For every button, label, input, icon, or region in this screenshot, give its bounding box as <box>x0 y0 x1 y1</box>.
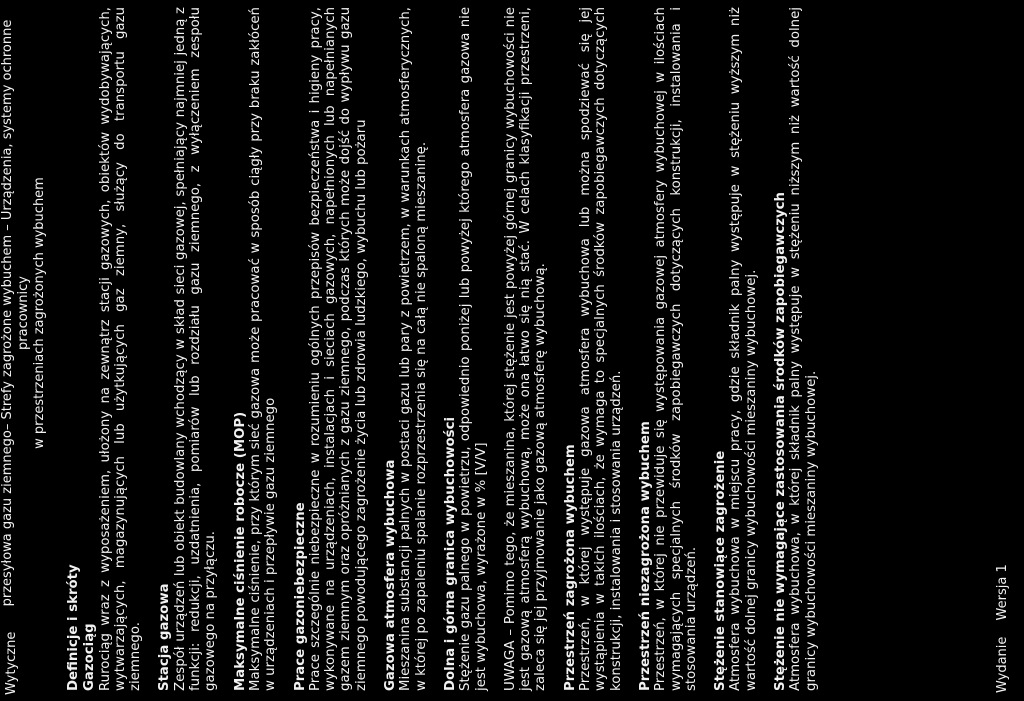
definition-description: Przestrzeń, w której występuje gazowa atmosfera wybuchowa lub można spodziewać się jej wystąpienia w takich ilościach, że wymaga to specjalnych środków zapobiegawczych dotyczących konstrukcji, instalowania i stosowania urządzeń. <box>578 7 624 691</box>
edition-label: Wydanie <box>995 636 1010 693</box>
definition-term: Przestrzeń zagrożona wybuchem <box>562 444 578 691</box>
definition-term: Stężenie stanowiące zagrożenie <box>713 450 729 691</box>
section-title: Definicje i skróty <box>66 564 81 691</box>
definition-term: Gazowa atmosfera wybuchowa <box>383 459 399 691</box>
definition-term: Przestrzeń niezagrożona wybuchem <box>637 421 653 691</box>
definition-description: Prace szczególnie niebezpieczne w rozumieniu ogólnych przepisów bezpieczeństwa i higieny pracy, wykonywane na urządzeniach, instalacjach i sieciach gazowych, napełnionych lub napełnianych gazem ziemnym oraz opróżnianych z gazu ziemnego, podczas których może dojść do wypływu gazu ziemnego powodującego zagrożenie życia lub zdrowia ludzkiego, wybuchu lub pożaru <box>307 7 369 691</box>
definition-description: UWAGA – Pomimo tego, że mieszanina, której stężenie jest powyżej górnej granicy wybuchowości nie jest gazową atmosferą wybuchową, może ona łatwo się nią stać. W celach klasyfikacji przestrzeni, zaleca się jej przyjmowanie jako gazową atmosferę wybuchową. <box>502 7 549 691</box>
definition-entry <box>233 7 279 691</box>
definition-description: Zespół urządzeń lub obiekt budowlany wchodzący w skład sieci gazowej, spełniający najmniej jedną z funkcji: redukcji, uzdatnienia, pomiarów lub rozdziału gazu ziemnego, z wyłączeniem zespołu gazowego na przyłączu. <box>172 7 219 691</box>
definition-entry <box>82 7 143 691</box>
definition-description: Maksymalne ciśnienie, przy którym sieć gazowa może pracować w sposób ciągły przy braku zakłóceń w urządzeniach i przepływie gazu ziemnego <box>247 7 279 691</box>
definition-description: Stężenie gazu palnego w powietrzu, odpowiednio poniżej lub powyżej którego atmosfera gazowa nie jest wybuchowa, wyrażone w % [V/V] <box>458 7 489 691</box>
definitions-list <box>82 7 819 691</box>
definition-entry <box>503 7 549 691</box>
definition-term: Prace gazoniebezpieczne <box>292 502 308 691</box>
definition-description: Atmosfera wybuchowa w miejscu pracy, gdzie składnik palny występuje w stężeniu wyższym niż wartość dolnej granicy wybuchowości mieszaniny wybuchowej. <box>728 7 759 691</box>
definition-entry <box>383 7 429 691</box>
definition-description: Rurociąg wraz z wyposażeniem, ułożony na zewnątrz stacji gazowych, obiektów wydobywających, wytwarzających, magazynujących lub użytkujących gaz ziemny, służący do transportu gazu ziemnego. <box>97 7 144 691</box>
document-footer <box>995 564 1011 693</box>
definition-description: Atmosfera wybuchowa, w której składnik palny występuje w stężeniu niższym niż wartość dolnej granicy wybuchowości mieszaniny wybuchowej. <box>788 7 819 691</box>
version-label: Wersja 1 <box>995 564 1010 621</box>
document-header-title <box>0 13 48 613</box>
definition-term: Maksymalne ciśnienie robocze (MOP) <box>232 411 248 691</box>
definition-term: Gazociąg <box>82 623 98 691</box>
definition-entry <box>773 7 819 691</box>
document-body <box>66 7 833 691</box>
definition-term: Stacja gazowa <box>157 583 173 691</box>
definition-description: Przestrzeń, w której nie przewiduje się występowania gazowej atmosfery wybuchowej w ilościach wymagających specjalnych środków zapobiegawczych dotyczących konstrukcji, instalowania i stosowania urządzeń. <box>653 7 699 691</box>
definition-entry <box>713 7 759 691</box>
header-title-line-1: przesyłowa gazu ziemnego– Strefy zagrożone wybuchem – Urządzenia, systemy ochronne pracownicy <box>0 19 31 607</box>
definition-entry <box>563 7 624 691</box>
document-type-label: Wytyczne <box>4 631 19 695</box>
definition-description: Mieszanina substancji palnych w postaci gazu lub pary z powietrzem, w warunkach atmosferycznych, w której po zapaleniu spalanie rozprzestrzenia się na całą nie spaloną mieszaninę. <box>398 7 429 691</box>
definition-entry <box>638 7 699 691</box>
definition-entry <box>157 7 218 691</box>
definition-entry <box>443 7 489 691</box>
definition-term: Dolna i górna granica wybuchowości <box>442 416 458 691</box>
header-title-line-2: w przestrzeniach zagrożonych wybuchem <box>32 177 47 449</box>
definition-entry <box>293 7 369 691</box>
definition-term: Stężenie nie wymagające zastosowania środków zapobiegawczych <box>772 192 788 691</box>
